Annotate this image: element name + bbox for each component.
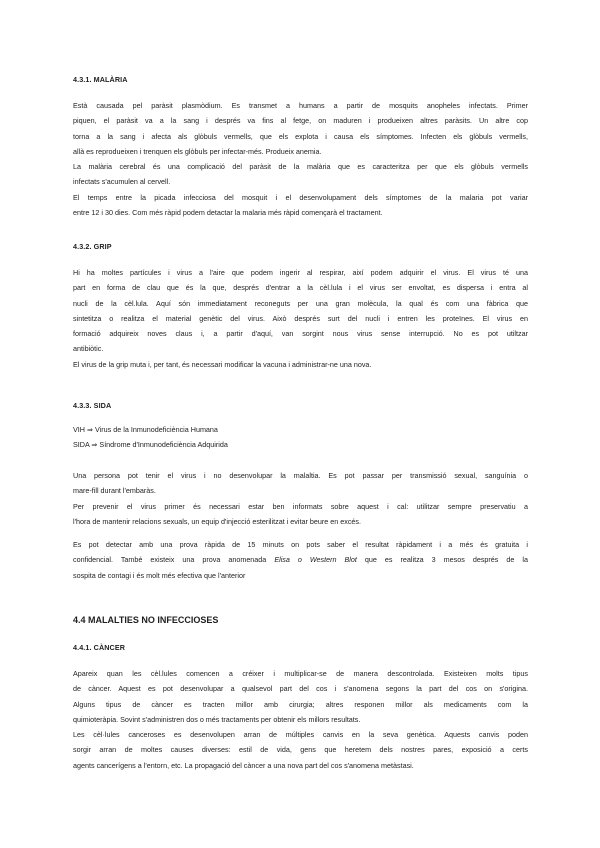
text-line: La malària cerebral és una complicació del paràsit de la malària que es caracteritza per que els glòbuls vermells [73, 162, 528, 172]
text-segment: que es realitza 3 mesos després de la [356, 555, 528, 565]
heading-sida: 4.3.3. SIDA [73, 401, 112, 410]
text-line: Alguns tipus de càncer es tracten millor amb cirurgia; altres responen millor als medicaments com la [73, 699, 528, 709]
text-line: sospita de contagi i és molt més efectiva que l'anterior [73, 570, 246, 580]
text-line: formació adquireix noves claus i, a partir d'aquí, van sorgint nous virus sense interrupció. No es pot utiltzar [73, 329, 528, 339]
text-line: sintetitza o realitza el material genètic del virus. Això després surt del nucli i entren les proteïnes. El virus en [73, 313, 528, 323]
paragraph-sida [73, 468, 528, 529]
text-line: Està causada pel paràsit plasmòdium. Es transmet a humans a partir de mosquits anopheles infectats. Primer [73, 101, 528, 110]
paragraph-grip [73, 265, 528, 372]
text-line: piquen, el paràsit va a la sang i després va fins al fetge, on maduren i produeixen altres paràsits. Un altre cop [73, 116, 528, 126]
definition-vih: VIH ⇒ Virus de la Inmunodeficiència Humana [73, 425, 218, 434]
text-line: entre 12 i 30 dies. Com més ràpid podem detactar la malaria més ràpid començarà el tractament. [73, 208, 383, 218]
text-line: nucli de la cèl.lula. Aquí són immediatament reconeguts per una gran molècula, la qual és com una fàbrica que [73, 298, 528, 308]
text-line: l'hora de mantenir relacions sexuals, un equip d'injecció esterilitzat i evitar beure en excés. [73, 516, 362, 526]
text-line: part en forma de clau que és la que, després d'entrar a la cèl.lula i el virus ser envoltat, es dispersa i entra al [73, 283, 528, 293]
paragraph-malaria [73, 98, 528, 220]
text-line: antibiòtic. [73, 344, 104, 354]
text-line: El temps entre la picada infecciosa del mosquit i el desenvolupament dels símptomes de la malaria pot variar [73, 192, 528, 202]
text-line: Les cèl·lules canceroses es desenvolupen arran de múltiples canvis en la seva genètica. Aquests canvis poden [73, 730, 528, 740]
text-line: de càncer. Aquest es pot desenvolupar a qualsevol part del cos i s'anomena segons la part del cos on s'origina. [73, 684, 528, 694]
heading-malaria: 4.3.1. MALÀRIA [73, 75, 128, 84]
text-segment: confidencial. També existeix una prova anomenada [73, 555, 275, 565]
text-line: torna a la sang i afecta als glòbuls vermells, que els explota i causa els símptomes. Infecten els glòbuls vermells, [73, 131, 528, 141]
text-line: sorgir arran de moltes causes diverses: estil de vida, gens que heretem dels nostres pares, exposició a certs [73, 745, 528, 755]
text-line: agents cancerígens a l'entorn, etc. La propagació del càncer a una nova part del cos s'anomena metàstasi. [73, 760, 414, 770]
definition-sida: SIDA ⇒ Síndrome d'Inmunodeficiència Adquirida [73, 440, 228, 450]
text-line: infectats s'acumulen al cervell. [73, 177, 171, 187]
text-line: Hi ha moltes partícules i virus a l'aire que podem ingerir al respirar, així podem adquirir el virus. El virus té una [73, 268, 528, 277]
text-line: El virus de la grip muta i, per tant, és necessari modificar la vacuna i administrar-ne una nova. [73, 359, 372, 369]
text-line: allà es reprodueixen i trenquen els glòbuls per infectar-més. Produeix anemia. [73, 146, 322, 156]
text-line: quimioteràpia. Sovint s'administren dos o més tractaments per obtenir els millors resultats. [73, 714, 361, 724]
text-line: Una persona pot tenir el virus i no desenvolupar la malaltia. Es pot passar per transmissió sexual, sanguínia o [73, 471, 528, 480]
paragraph-sida-detection [73, 537, 528, 583]
text-line: mare-fill durant l'embaràs. [73, 486, 156, 496]
heading-grip: 4.3.2. GRIP [73, 242, 112, 251]
paragraph-cancer [73, 666, 528, 773]
definitions-sida [73, 422, 528, 453]
text-line: Apareix quan les cèl.lules comencen a créixer i multiplicar-se de manera descontrolada. Existeixen molts tipus [73, 669, 528, 678]
text-line: Per prevenir el virus primer és necessari estar ben informats sobre aquest i cal: utilitzar sempre preservatiu a [73, 501, 528, 511]
heading-malalties-no-infeccioses: 4.4 MALALTIES NO INFECCIOSES [73, 615, 219, 625]
heading-cancer: 4.4.1. CÀNCER [73, 643, 126, 652]
text-line: Es pot detectar amb una prova ràpida de 15 minuts on pots saber el resultat ràpidament i a més és gratuita i [73, 540, 528, 549]
text-line [73, 552, 528, 567]
test-name-italic: Elisa o Western Blot [274, 555, 357, 565]
